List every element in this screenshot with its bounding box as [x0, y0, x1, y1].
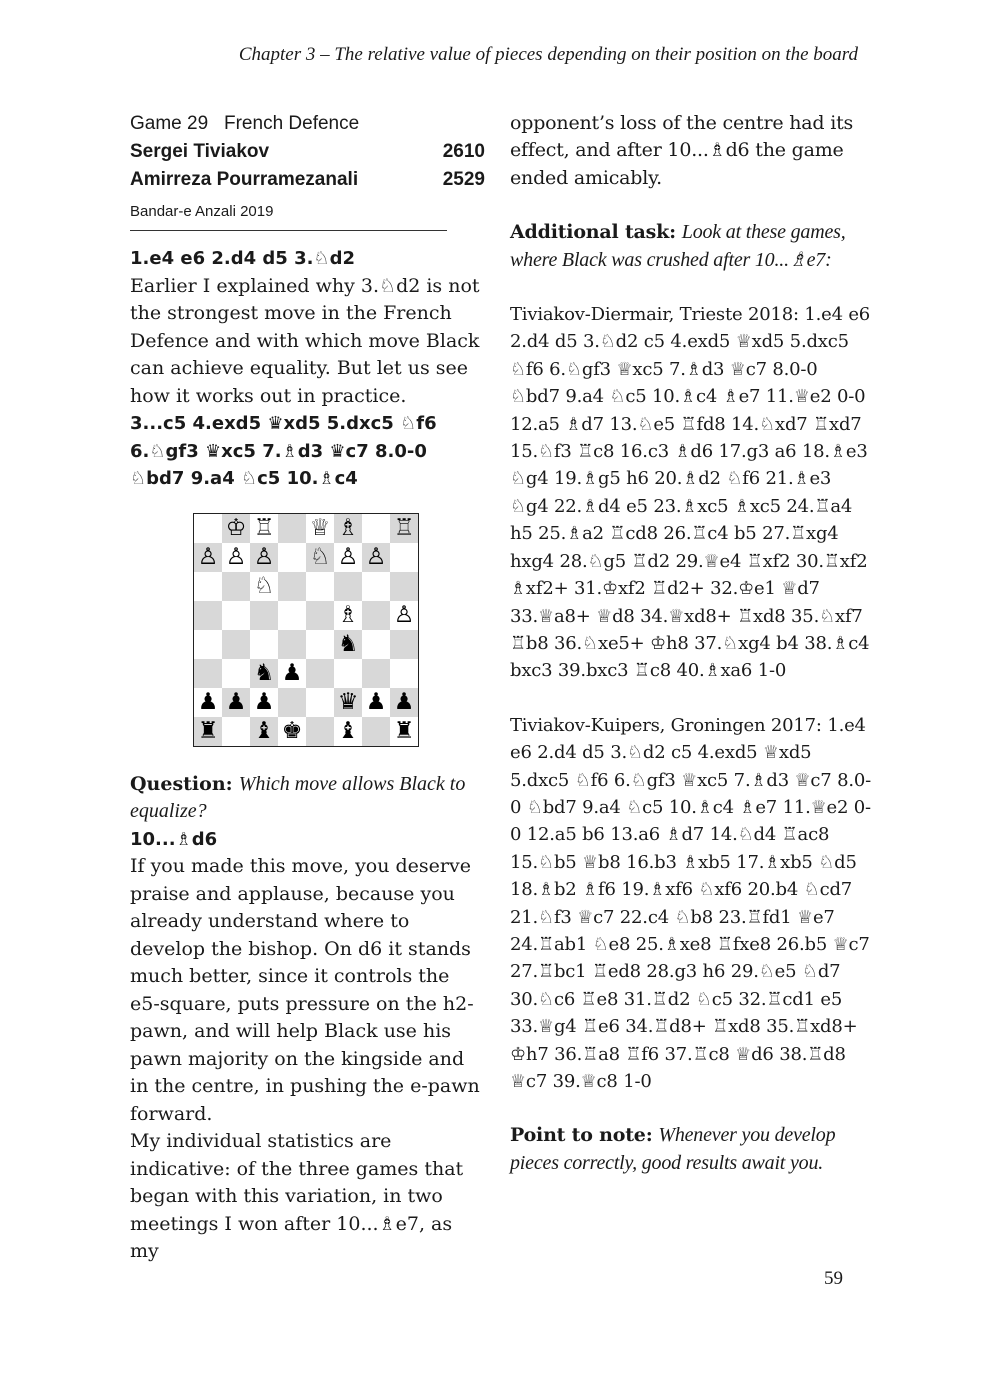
board-square: [306, 659, 334, 688]
answer-paragraph: If you made this move, you deserve praise and applause, because you already understand where to develop the bishop. On d6 it stands much better, since it controls the e5-square, puts pressure on the h2-pawn, and will help Black use his pawn majority on the kingside and in the centre, in pushing the e-pawn forward.: [130, 855, 480, 1125]
game-header: [130, 110, 485, 231]
additional-task: [510, 219, 872, 274]
board-square: [278, 630, 306, 659]
game-label: Game 29: [130, 113, 209, 134]
board-square: [390, 659, 418, 688]
right-column: [510, 110, 872, 1177]
board-square: ♙: [362, 543, 390, 572]
board-square: ♟: [222, 688, 250, 717]
board-square: [306, 688, 334, 717]
board-square: ♛: [334, 688, 362, 717]
board-square: ♚: [278, 717, 306, 746]
note-text: Whenever you develop pieces correctly, good results await you.: [510, 1124, 836, 1174]
board-square: [362, 514, 390, 543]
question: [130, 771, 485, 826]
board-square: ♟: [250, 688, 278, 717]
board-square: ♗: [334, 601, 362, 630]
point-to-note: [510, 1122, 872, 1177]
board-square: [222, 659, 250, 688]
game-diermair: Tiviakov-Diermair, Trieste 2018: 1.e4 e6 2.d4 d5 3.♘d2 c5 4.exd5 ♕xd5 5.dxc5 ♘f6 6.♘gf3 ♕xc5 7.♗d3 ♕c7 8.0-0 ♘bd7 9.a4 ♘c5 10.♗c4 ♗e7 11.♕e2 0-0 12.a5 ♗d7 13.♘e5 ♖fd8 14.♘xd7 ♖xd7 15.♘f3 ♖c8 16.c3 ♗d6 17.g3 a6 18.♗e3 ♘g4 19.♗g5 h6 20.♗d2 ♘f6 21.♗e3 ♘g4 22.♗d4 e5 23.♗xc5 ♗xc5 24.♖a4 h5 25.♗a2 ♖cd8 26.♖c4 b5 27.♖xg4 hxg4 28.♘g5 ♖d2 29.♕e4 ♖xf2 30.♖xf2 ♗xf2+ 31.♔xf2 ♖d2+ 32.♔e1 ♕d7 33.♕a8+ ♕d8 34.♕xd8+ ♖xd8 35.♘xf7 ♖b8 36.♘xe5+ ♔h8 37.♘xg4 b4 38.♗c4 bxc3 39.bxc3 ♖c8 40.♗xa6 1-0: [510, 304, 871, 682]
venue: Bandar-e Anzali 2019: [130, 203, 274, 220]
board-square: [362, 659, 390, 688]
board-square: [278, 572, 306, 601]
statistics-paragraph: My individual statistics are indicative: of the three games that began with this variation, in two meetings I won after 10...♗e7, as my: [130, 1130, 464, 1262]
board-square: [194, 514, 222, 543]
board-square: [278, 688, 306, 717]
board-square: ♖: [390, 514, 418, 543]
question-label: Question:: [130, 772, 233, 795]
board-square: ♘: [306, 543, 334, 572]
white-player: Sergei Tiviakov: [130, 141, 270, 162]
board-square: [390, 572, 418, 601]
question-text: Which move allows Black to equalize?: [130, 772, 466, 822]
board-square: ♖: [250, 514, 278, 543]
board-square: [194, 659, 222, 688]
answer-move: 10...♗d6: [130, 828, 218, 850]
game-kuipers: Tiviakov-Kuipers, Groningen 2017: 1.e4 e6 2.d4 d5 3.♘d2 c5 4.exd5 ♕xd5 5.dxc5 ♘f6 6.♘gf3 ♕xc5 7.♗d3 ♕c7 8.0-0 ♘bd7 9.a4 ♘c5 10.♗c4 ♗e7 11.♕e2 0-0 12.a5 b6 13.a6 ♗d7 14.♘d4 ♖ac8 15.♘b5 ♕b8 16.b3 ♗xb5 17.♗xb5 ♘d5 18.♗b2 ♗f6 19.♗xf6 ♘xf6 20.b4 ♘cd7 21.♘f3 ♕c7 22.c4 ♘b8 23.♖fd1 ♕e7 24.♖ab1 ♘e8 25.♗xe8 ♖fxe8 26.b5 ♕c7 27.♖bc1 ♖ed8 28.g3 h6 29.♘e5 ♘d7 30.♘c6 ♖e8 31.♖d2 ♘c5 32.♖cd1 e5 33.♕g4 ♖e6 34.♖d8+ ♖xd8 35.♖xd8+ ♔h7 36.♖a8 ♖f6 37.♖c8 ♕d6 38.♖d8 ♕c7 39.♕c8 1-0: [510, 714, 871, 1092]
black-rating: 2529: [442, 169, 485, 190]
board-square: [362, 572, 390, 601]
running-head: Chapter 3 – The relative value of pieces depending on their position on the board: [238, 44, 858, 65]
task-text: Look at these games, where Black was crushed after 10...♗e7:: [510, 221, 846, 271]
board-square: ♙: [334, 543, 362, 572]
main-line-moves: 3...c5 4.exd5 ♛xd5 5.dxc5 ♘f6 6.♘gf3 ♛xc5 7.♗d3 ♛c7 8.0-0 ♘bd7 9.a4 ♘c5 10.♗c4: [130, 413, 437, 489]
board-square: ♙: [390, 601, 418, 630]
opening-name: French Defence: [224, 113, 360, 134]
board-square: ♝: [334, 717, 362, 746]
white-rating: 2610: [442, 141, 485, 162]
board-square: ♙: [250, 543, 278, 572]
board-square: ♘: [250, 572, 278, 601]
board-square: ♞: [250, 659, 278, 688]
page-number: 59: [824, 1268, 843, 1289]
board-square: [390, 543, 418, 572]
board-square: [306, 572, 334, 601]
continuation-paragraph: opponent’s loss of the centre had its effect, and after 10...♗d6 the game ended amicably.: [510, 112, 854, 189]
board-square: [194, 572, 222, 601]
header-divider: [130, 230, 447, 231]
board-square: [362, 601, 390, 630]
board-square: [334, 659, 362, 688]
board-square: [250, 630, 278, 659]
board-square: [222, 630, 250, 659]
board-square: ♟: [278, 659, 306, 688]
left-column: [130, 110, 485, 1266]
chess-diagram: [193, 513, 419, 747]
black-player-line: [130, 166, 485, 194]
board-square: [306, 717, 334, 746]
intro-paragraph: Earlier I explained why 3.♘d2 is not the strongest move in the French Defence and with which move Black can achieve equality. But let us see how it works out in practice.: [130, 274, 480, 407]
board-square: [250, 601, 278, 630]
board-square: [278, 543, 306, 572]
board-square: [194, 601, 222, 630]
board-square: [362, 630, 390, 659]
board-square: [194, 630, 222, 659]
board-square: [278, 601, 306, 630]
board-square: ♗: [334, 514, 362, 543]
black-player: Amirreza Pourramezanali: [130, 169, 359, 190]
task-label: Additional task:: [510, 221, 676, 244]
board-square: [362, 717, 390, 746]
board-square: ♟: [390, 688, 418, 717]
board-square: [390, 630, 418, 659]
opening-moves: 1.e4 e6 2.d4 d5 3.♘d2: [130, 248, 355, 269]
board-square: [278, 514, 306, 543]
board-square: ♝: [250, 717, 278, 746]
white-player-line: [130, 138, 485, 166]
board-square: ♕: [306, 514, 334, 543]
game-title-line: [130, 110, 485, 138]
note-label: Point to note:: [510, 1124, 653, 1147]
board-square: [222, 572, 250, 601]
board-square: [306, 630, 334, 659]
board-square: [306, 601, 334, 630]
board-square: ♟: [194, 688, 222, 717]
board-square: [222, 717, 250, 746]
board-square: ♜: [194, 717, 222, 746]
board-square: [222, 601, 250, 630]
board-square: ♟: [362, 688, 390, 717]
board-square: ♙: [194, 543, 222, 572]
board-square: ♞: [334, 630, 362, 659]
board-square: [334, 572, 362, 601]
board-square: ♙: [222, 543, 250, 572]
board-square: ♔: [222, 514, 250, 543]
board-square: ♜: [390, 717, 418, 746]
